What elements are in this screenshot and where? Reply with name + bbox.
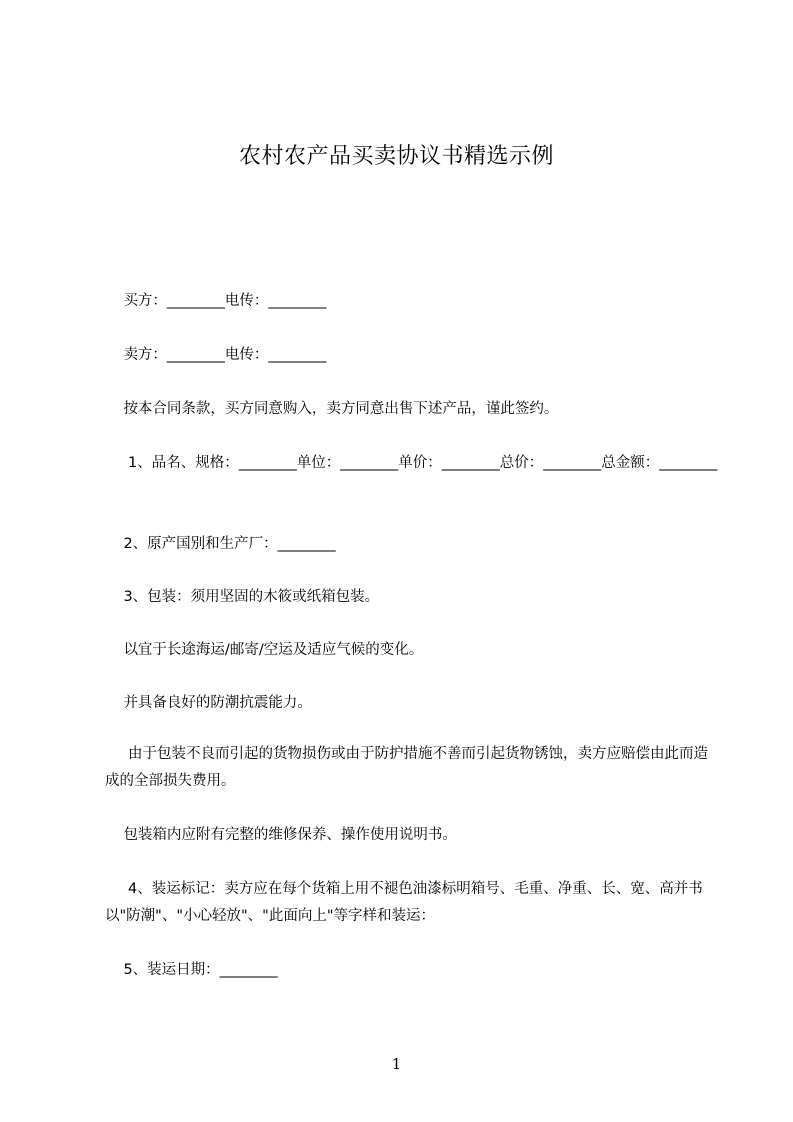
clause-3-packing: 3、包装：须用坚固的木筱或纸箱包装。 (105, 589, 380, 605)
page-number: 1 (391, 1055, 402, 1073)
clause-2-origin: 2、原产国别和生产厂：________ (105, 536, 336, 552)
buyer-line: 买方：________电传：________ (105, 293, 327, 309)
agreement-intro: 按本合同条款，买方同意购入，卖方同意出售下述产品，谨此签约。 (105, 401, 559, 417)
clause-4-shipping-marks: 4、装运标记：卖方应在每个货箱上用不褪色油漆标明箱号、毛重、净重、长、宽、高并书以"防潮"、"小心轻放"、"此面向上"等字样和装运： (105, 881, 703, 924)
seller-line: 卖方：________电传：________ (105, 347, 327, 363)
document-title: 农村农产品买卖协议书精选示例 (238, 144, 554, 169)
packing-manual-note: 包装箱内应附有完整的维修保养、操作使用说明书。 (105, 827, 457, 843)
packing-transport-note: 以宜于长途海运/邮寄/空运及适应气候的变化。 (105, 642, 424, 658)
packing-damage-liability: 由于包装不良而引起的货物损伤或由于防护措施不善而引起货物锈蚀，卖方应赔偿由此而造成的全部损失费用。 (105, 746, 709, 789)
clause-1-product: 1、品名、规格：________单位：________单价：________总价：________总金额：________ (105, 455, 718, 471)
packing-moisture-note: 并具备良好的防潮抗震能力。 (105, 695, 312, 711)
clause-5-shipping-date: 5、装运日期：________ (105, 962, 278, 978)
